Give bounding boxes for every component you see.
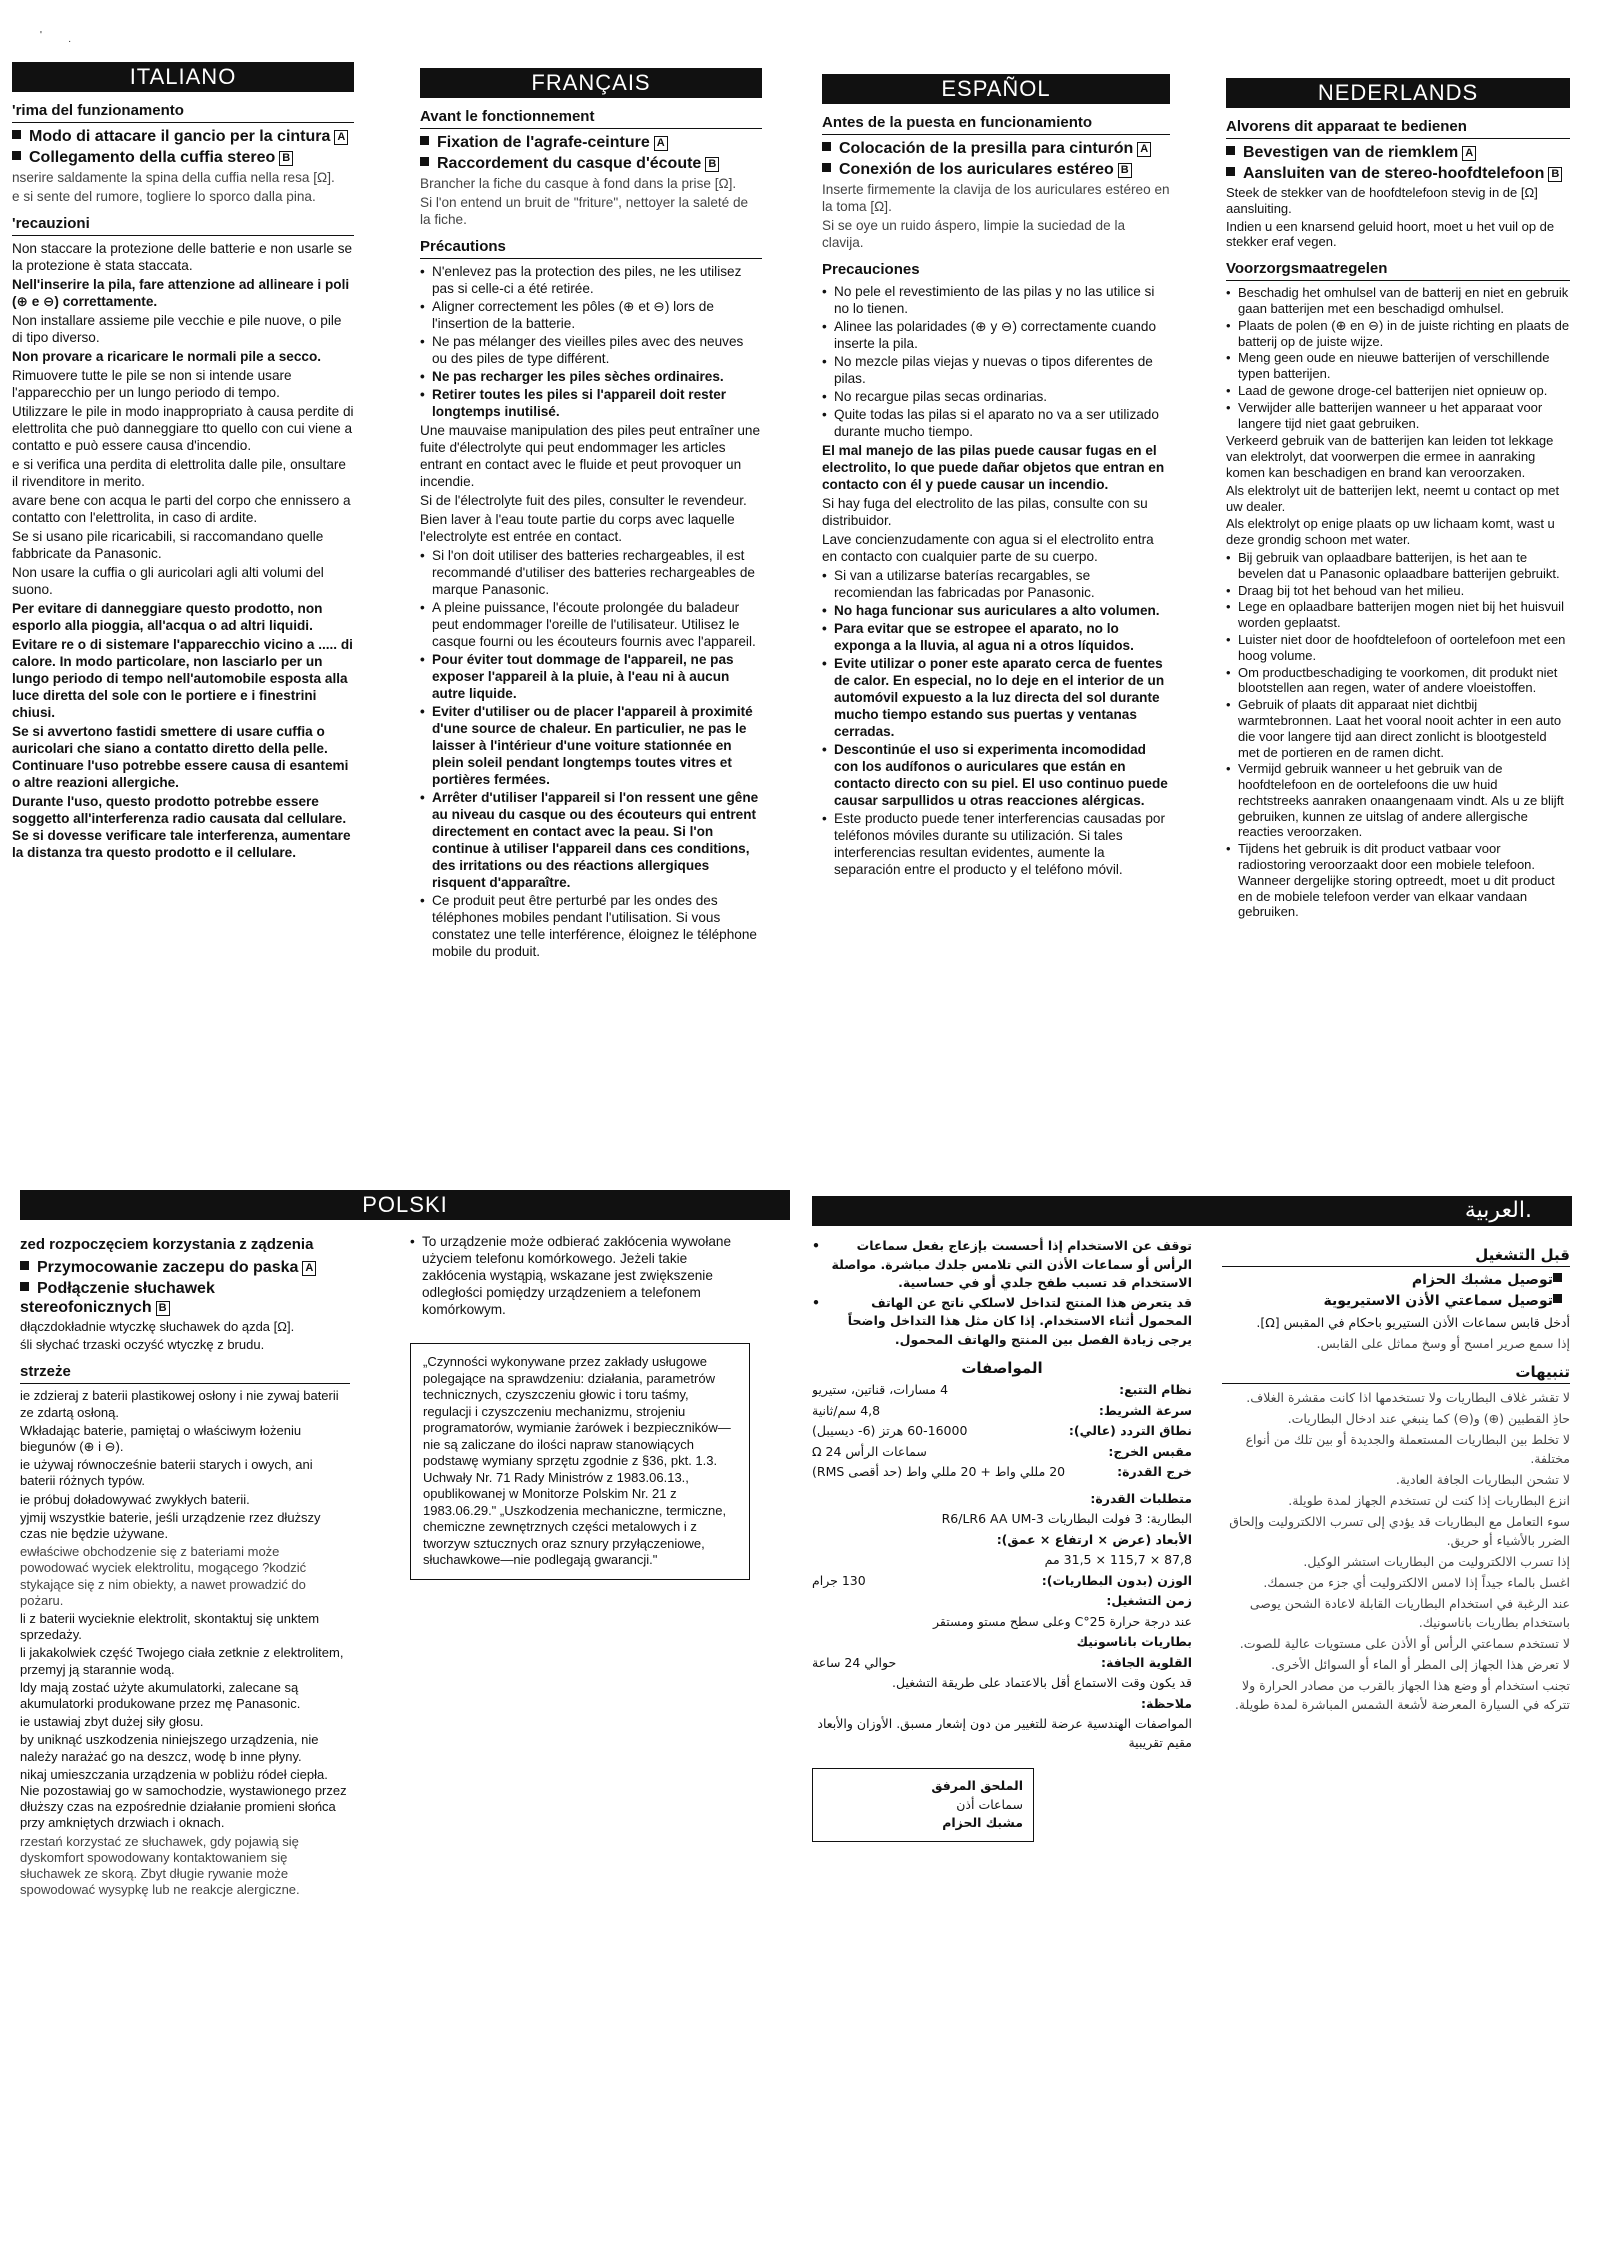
intro-text: إذا سمع صرير امسح أو وسخ مماثل على القابس. bbox=[1316, 1336, 1570, 1351]
square-bullet-icon bbox=[1553, 1273, 1562, 1282]
list-item: • N'enlevez pas la protection des piles, ne les utilisez pas si celle-ci a été retirée. bbox=[420, 263, 762, 297]
precautions-heading: Voorzorgsmaatregelen bbox=[1226, 260, 1570, 281]
warning-item: لا تستخدم سماعتي الرأس أو الأذن على مستويات عالية للصوت. bbox=[1239, 1636, 1570, 1651]
precautions-heading: تنبيهات bbox=[1222, 1363, 1570, 1384]
list-item: • Meng geen oude en nieuwe batterijen of verschillende typen batterijen. bbox=[1226, 350, 1570, 382]
precaution-paragraph: ie ustawiaj zbyt dużej siły głosu. bbox=[20, 1714, 204, 1730]
spec-label: الأبعاد (عرض × ارتفاع × عمق): bbox=[996, 1531, 1192, 1547]
precaution-paragraph: ie próbuj doładowywać zwykłych baterii. bbox=[20, 1491, 250, 1507]
step-item: Aansluiten van de stereo-hoofdtelefoon B bbox=[1226, 164, 1570, 183]
list-item: • Lege en oplaadbare batterijen mogen niet bij het huisvuil worden geplaatst. bbox=[1226, 599, 1570, 631]
precaution-paragraph: Wkładając baterie, pamiętaj o właściwym łożeniu biegunów (⊕ i ⊖). bbox=[20, 1422, 302, 1455]
figure-ref: B bbox=[1118, 163, 1132, 178]
list-item: • Ce produit peut être perturbé par les ondes des téléphones mobiles pendant l'utilisation. Si vous constatez une telle interférence, éloignez le téléphone mobile du produit. bbox=[420, 892, 762, 960]
accessories-box bbox=[812, 1768, 1034, 1842]
figure-ref: A bbox=[1462, 146, 1476, 161]
column-french bbox=[420, 68, 762, 1128]
section-heading: Antes de la puesta en funcionamiento bbox=[822, 114, 1170, 135]
square-bullet-icon bbox=[822, 142, 831, 151]
precaution-paragraph: Non staccare la protezione delle batterie e non usarle se la protezione è stata staccata. bbox=[12, 241, 353, 273]
warning-item: لا تخلط بين البطاريات المستعملة والجديدة أو بين تلك من أنواع مختلفة. bbox=[1245, 1432, 1570, 1466]
warning-item: لا تشحن البطاريات الجافة العادية. bbox=[1395, 1472, 1570, 1487]
specs-heading: المواصفات bbox=[961, 1359, 1043, 1377]
column-spanish bbox=[822, 74, 1170, 1134]
list-item: • قد يتعرض هذا المنتج لتداخل لاسلكي ناتج عن الهاتف المحمول أثناء الاستخدام. إذا كان مثل هذا التداخل واضحاً يرجى زيادة الفصل بين المنتج والهاتف المحمول. bbox=[812, 1294, 1192, 1350]
list-item: • Quite todas las pilas si el aparato no va a ser utilizado durante mucho tiempo. bbox=[822, 406, 1170, 440]
language-header-polish: POLSKI bbox=[20, 1190, 790, 1220]
language-header-spanish: ESPAÑOL bbox=[822, 74, 1170, 104]
list-item: • To urządzenie może odbierać zakłócenia wywołane użyciem telefonu komórkowego. Jeżeli takie zakłócenia wystąpią, wskazane jest zwiększenie odległości pomiędzy urządzeniem a telefonem komórkowym. bbox=[410, 1233, 750, 1318]
list-item: • Draag bij tot het behoud van het milieu. bbox=[1226, 583, 1570, 599]
spec-value: قد يكون وقت الاستماع أقل بالاعتماد على طريقة التشغيل. bbox=[892, 1675, 1192, 1690]
list-item: • No mezcle pilas viejas y nuevas o tipos diferentes de pilas. bbox=[822, 353, 1170, 387]
precaution-paragraph: by uniknąć uszkodzenia niniejszego urządzenia, nie należy narażać go na deszcz, wodę b inne płyny. bbox=[20, 1732, 319, 1764]
precaution-paragraph: Durante l'uso, questo prodotto potrebbe essere soggetto all'interferenza radio causata dal cellulare. Se si dovesse verificare tale interferenza, aumentare la distanza tra questo prodotto e il cellulare. bbox=[12, 794, 351, 860]
list-item: • Ne pas mélanger des vieilles piles avec des neuves ou des piles de type différent. bbox=[420, 333, 762, 367]
list-item: • A pleine puissance, l'écoute prolongée du baladeur peut endommager l'oreille de l'utilisateur. Utilisez le casque fourni ou les écouteurs fournis avec l'appareil. bbox=[420, 599, 762, 650]
precautions-list bbox=[420, 263, 762, 420]
language-header-french: FRANÇAIS bbox=[420, 68, 762, 98]
step-item: Raccordement du casque d'écoute B bbox=[420, 154, 762, 173]
warning-item: عند الرغبة في استخدام البطاريات القابلة لاعادة الشحن يوصى باستخدام بطاريات باناسونيك. bbox=[1249, 1596, 1570, 1630]
figure-ref: A bbox=[1137, 142, 1151, 157]
precaution-paragraph: ewłaściwe obchodzenie się z bateriami może powodować wyciek elektrolitu, mogącego ?kodzić stykające się z nim obiekty, a nawet prowadzić do pożaru. bbox=[20, 1544, 307, 1608]
step-item: Fixation de l'agrafe-ceinture A bbox=[420, 133, 762, 152]
column-italian bbox=[12, 62, 354, 1072]
spec-row: الوزن (بدون البطاريات): 130 جرام bbox=[812, 1572, 1192, 1588]
precautions-list bbox=[822, 283, 1170, 440]
intro-text: أدخل قابس سماعات الأذن الستيريو باحكام في المقبس [Ω]. bbox=[1256, 1315, 1570, 1330]
list-item: • Aligner correctement les pôles (⊕ et ⊖) lors de l'insertion de la batterie. bbox=[420, 298, 762, 332]
list-item: • Gebruik of plaats dit apparaat niet dichtbij warmtebronnen. Laat het vooral nooit achter in een auto die voor langere tijd aan direct zonlicht is blootgesteld met de portieren en de ramen dicht. bbox=[1226, 697, 1570, 760]
precaution-paragraph: ie używaj równocześnie baterii starych i owych, ani baterii różnych typów. bbox=[20, 1457, 313, 1489]
intro-text: e si sente del rumore, togliere lo sporco dalla pina. bbox=[12, 189, 316, 204]
list-item: • Si van a utilizarse baterías recargables, se recomiendan las fabricadas por Panasonic. bbox=[822, 567, 1170, 601]
section-heading: Alvorens dit apparaat te bedienen bbox=[1226, 118, 1570, 139]
list-item: • No recargue pilas secas ordinarias. bbox=[822, 388, 1170, 405]
list-item: • Bij gebruik van oplaadbare batterijen, is het aan te bevelen dat u Panasonic oplaadbare batterijen gebruikt. bbox=[1226, 550, 1570, 582]
precaution-paragraph: Si hay fuga del electrolito de las pilas, consulte con su distribuidor. bbox=[822, 496, 1148, 528]
warning-item: لا تعرض هذا الجهاز إلى المطر أو الماء أو السوائل الأخرى. bbox=[1271, 1657, 1570, 1672]
section-heading: zed rozpoczęciem korzystania z ządzenia bbox=[20, 1236, 314, 1253]
list-item: • Pour éviter tout dommage de l'appareil, ne pas exposer l'appareil à la pluie, à l'eau ni à aucun autre liquide. bbox=[420, 651, 762, 702]
precaution-paragraph: El mal manejo de las pilas puede causar fugas en el electrolito, lo que puede dañar objetos que entran en contacto con él y puede causar un incendio. bbox=[822, 443, 1165, 492]
spec-row: خرج القدرة: 20 مللي واط + 20 مللي واط (حد أقصى RMS) bbox=[812, 1464, 1192, 1479]
list-item: • توقف عن الاستخدام إذا أحسست بإزعاج بفعل سماعات الرأس أو سماعات الأذن التي تلامس جلدك مباشرة. مواصلة الاستخدام قد تسبب طفح جلدي أو في حساسية. bbox=[812, 1237, 1192, 1293]
square-bullet-icon bbox=[1553, 1294, 1562, 1303]
section-heading: Avant le fonctionnement bbox=[420, 108, 762, 129]
step-item: توصيل سماعتي الأذن الاستيريوية bbox=[1222, 1292, 1570, 1311]
section-heading: قبل التشغيل bbox=[1222, 1246, 1570, 1267]
square-bullet-icon bbox=[12, 151, 21, 160]
intro-text: nserire saldamente la spina della cuffia nella resa [Ω]. bbox=[12, 170, 335, 185]
precaution-paragraph: e si verifica una perdita di elettrolita dalle pile, onsultare il rivenditore in merito. bbox=[12, 457, 346, 489]
precaution-paragraph: Se si usano pile ricaricabili, si raccomandano quelle fabbricate da Panasonic. bbox=[12, 529, 324, 561]
list-item: • Para evitar que se estropee el aparato, no lo exponga a la lluvia, al agua ni a otros líquidos. bbox=[822, 620, 1170, 654]
square-bullet-icon bbox=[20, 1282, 29, 1291]
figure-ref: A bbox=[334, 130, 348, 145]
precautions-heading: strzeże bbox=[20, 1363, 350, 1384]
square-bullet-icon bbox=[20, 1261, 29, 1270]
step-item: توصيل مشبك الحزام bbox=[1222, 1271, 1570, 1290]
figure-ref: B bbox=[279, 151, 293, 166]
square-bullet-icon bbox=[420, 136, 429, 145]
column-dutch bbox=[1226, 78, 1570, 1138]
language-header-italian: ITALIANO bbox=[12, 62, 354, 92]
precaution-paragraph: Verkeerd gebruik van de batterijen kan leiden tot lekkage van elektrolyt, dat voorwerpen die ermee in aanraking komen kan beschadigen en brand kan veroorzaken. bbox=[1226, 433, 1554, 480]
figure-ref: B bbox=[705, 157, 719, 172]
precaution-paragraph: ie zdzieraj z baterii plastikowej osłony i nie zywaj baterii ze zdartą osłoną. bbox=[20, 1388, 339, 1420]
list-item: • Si l'on doit utiliser des batteries rechargeables, il est recommandé d'utiliser des batteries rechargeables de marque Panasonic. bbox=[420, 547, 762, 598]
warning-item: تجنب استخدام أو وضع هذا الجهاز بالقرب من مصادر الحرارة ولا تتركه في السيارة المعرضة لأشعة الشمس المباشرة لمدة طويلة. bbox=[1234, 1678, 1570, 1712]
precaution-paragraph: Als elektrolyt op enige plaats op uw lichaam komt, wast u deze grondig schoon met water. bbox=[1226, 516, 1555, 548]
column-polish-left bbox=[20, 1226, 350, 2226]
precaution-paragraph: Une mauvaise manipulation des piles peut entraîner une fuite d'électrolyte qui peut endommager les articles entrant en contact avec le fluide et peut provoquer un incendie. bbox=[420, 423, 761, 489]
warranty-notice-box: „Czynności wykonywane przez zakłady usługowe polegające na sprawdzeniu: działania, parametrów technicznych, czyszczeniu głowic i toru taśmy, regulacji i czyszczeniu mechanizmu, strojeniu programatorów, wymianie żarówek i bezpieczników—nie są zaliczane do ilości napraw stanowiących podstawę wymiany sprzętu zgodnie z §36, pkt. 1.3. Uchwały Nr. 71 Rady Ministrów z 1983.06.13., opublikowanej w Monitorze Polskim Nr. 21 z 1983.06.29." „Uszkodzenia mechaniczne, termiczne, chemiczne zewnętrznych części metalowych i z tworzyw sztucznych oraz sznury przyłączeniowe, słuchawkowe—nie podlegają gwarancji." bbox=[410, 1343, 750, 1580]
square-bullet-icon bbox=[822, 163, 831, 172]
precaution-paragraph: Bien laver à l'eau toute partie du corps avec laquelle l'electrolyte est entrée en contact. bbox=[420, 512, 735, 544]
precaution-paragraph: avare bene con acqua le parti del corpo che ennissero a contatto con l'elettrolita, in caso di ardite. bbox=[12, 493, 351, 525]
step-item: Bevestigen van de riemklem A bbox=[1226, 143, 1570, 162]
spec-value: عند درجة حرارة 25°C وعلى سطح مستو ومستقر bbox=[932, 1613, 1192, 1629]
precaution-paragraph: Si de l'électrolyte fuit des piles, consulter le revendeur. bbox=[420, 493, 747, 508]
figure-ref: B bbox=[156, 1301, 170, 1316]
step-item: Colocación de la presilla para cinturón A bbox=[822, 139, 1170, 158]
step-item: Podłączenie słuchawek stereofonicznych B bbox=[20, 1280, 215, 1316]
step-item: Przymocowanie zaczepu do paska A bbox=[20, 1258, 350, 1277]
precaution-paragraph: Lave concienzudamente con agua si el electrolito entra en contacto con cualquier parte de su cuerpo. bbox=[822, 532, 1154, 564]
spec-value: المواصفات الهندسية عرضة للتغيير من دون إشعار مسبق. الأوزان والأبعاد مقيم تقريبية bbox=[817, 1716, 1192, 1750]
warning-item: لا تقشر غلاف البطاريات ولا تستخدمها اذا كانت مقشرة الغلاف. bbox=[1246, 1390, 1570, 1405]
spec-row: سرعة الشريط: 4,8 سم/ثانية bbox=[812, 1402, 1192, 1418]
precaution-paragraph: Non installare assieme pile vecchie e pile nuove, o pile di tipo diverso. bbox=[12, 313, 342, 345]
spec-value: البطارية: 3 فولت البطاريات R6/LR6 AA UM-3 bbox=[941, 1511, 1192, 1526]
precautions-list bbox=[1226, 285, 1570, 431]
precaution-paragraph: ldy mają zostać użyte akumulatorki, zalecane są akumulatorki produkowane przez mę Panasonic. bbox=[20, 1679, 301, 1712]
list-item: • Beschadig het omhulsel van de batterij en niet en gebruik gaan batterijen met een beschadigd omhulsel. bbox=[1226, 285, 1570, 317]
list-item: • Laad de gewone droge-cel batterijen niet opnieuw op. bbox=[1226, 383, 1570, 399]
precautions-heading: Précautions bbox=[420, 238, 762, 259]
spec-row: نظام التتبع: 4 مسارات، قناتين، ستيريو bbox=[812, 1382, 1192, 1397]
precaution-paragraph: yjmij wszystkie baterie, jeśli urządzenie rzez dłuższy czas nie będzie używane. bbox=[20, 1509, 321, 1542]
section-heading: 'rima del funzionamento bbox=[12, 102, 354, 123]
intro-text: Brancher la fiche du casque à fond dans la prise [Ω]. bbox=[420, 176, 737, 191]
precaution-paragraph: Nell'inserire la pila, fare attenzione ad allineare i poli (⊕ e ⊖) correttamente. bbox=[12, 277, 350, 309]
spec-label: ملاحظة: bbox=[1141, 1695, 1192, 1711]
figure-ref: A bbox=[654, 136, 668, 151]
spec-value: 87,8 × 115,7 × 31,5 مم bbox=[1044, 1552, 1192, 1567]
precautions-list bbox=[420, 547, 762, 960]
list-item: • Alinee las polaridades (⊕ y ⊖) correctamente cuando inserte la pila. bbox=[822, 318, 1170, 352]
column-polish-right bbox=[410, 1232, 750, 1712]
list-item: • Descontinúe el uso si experimenta incomodidad con los audífonos o auriculares que están en contacto directo con su piel. El uso continuo puede causar sarpullidos u otras reacciones alérgicas. bbox=[822, 741, 1170, 809]
precaution-paragraph: Per evitare di danneggiare questo prodotto, non esporlo alla pioggia, all'acqua o ad altri liquidi. bbox=[12, 601, 323, 633]
precaution-paragraph: Als elektrolyt uit de batterijen lekt, neemt u contact op met uw dealer. bbox=[1226, 482, 1560, 514]
list-item: • Eviter d'utiliser ou de placer l'appareil à proximité d'une source de chaleur. En particulier, ne pas le laisser à l'intérieur d'une voiture stationnée en plein soleil pendant longtemps toutes vitres et portières fermées. bbox=[420, 703, 762, 788]
scan-speck: · bbox=[68, 36, 72, 47]
spec-row: نطاق التردد (عالي): 60-16000 هرتز (6- ديسيبل) bbox=[812, 1423, 1192, 1438]
intro-text: Indien u een knarsend geluid hoort, moet u het vuil op de stekker eraf vegen. bbox=[1226, 218, 1555, 250]
accessories-heading: الملحق المرفق bbox=[931, 1778, 1023, 1793]
list-item: • Vermijd gebruik wanneer u het gebruik van de hoofdtelefoon en de oortelefoons die uw huid rechtstreeks aanraken onaangenaam vindt. Als u ze blijft gebruiken, kunnen ze uitslag of andere allergische reacties veroorzaken. bbox=[1226, 761, 1570, 840]
column-arabic-right bbox=[1222, 1236, 1570, 2016]
square-bullet-icon bbox=[1226, 167, 1235, 176]
intro-text: Steek de stekker van de hoofdtelefoon stevig in de [Ω] aansluiting. bbox=[1226, 185, 1538, 216]
scan-speck: ' bbox=[40, 30, 42, 41]
list-item: • Tijdens het gebruik is dit product vatbaar voor radiostoring veroorzaakt door een mobiele telefoon. Wanneer dergelijke storing optreedt, moet u dit product en de mobiele telefoon verder van elkaar vandaan gebruiken. bbox=[1226, 841, 1570, 920]
precautions-list bbox=[1226, 550, 1570, 920]
list-item: • Om productbeschadiging te voorkomen, dit produkt niet blootstellen aan regen, water of andere vloeistoffen. bbox=[1226, 665, 1570, 697]
precaution-paragraph: li jakakolwiek część Twojego ciała zetknie z elektrolitem, przemyj ją starannie wodą. bbox=[20, 1645, 344, 1677]
precaution-paragraph: Evitare re o di sistemare l'apparecchio vicino a ..... di calore. In modo particolare, non lasciarlo per un lungo periodo di tempo nell'automobile esposta alla luce diretta del sole con le portiere e i finestrini chiusi. bbox=[12, 637, 353, 720]
list-item: • No pele el revestimiento de las pilas y no las utilice si no lo tienen. bbox=[822, 283, 1170, 317]
warning-item: إذا تسرب الالكتروليت من البطاريات استشر الوكيل. bbox=[1303, 1554, 1570, 1569]
language-header-dutch: NEDERLANDS bbox=[1226, 78, 1570, 108]
intro-text: dłączdokładnie wtyczkę słuchawek do ązda [Ω]. bbox=[20, 1319, 295, 1334]
mobile-interference-note bbox=[410, 1233, 750, 1318]
accessory-item: سماعات أذن bbox=[956, 1796, 1023, 1812]
precaution-paragraph: li z baterii wycieknie elektrolit, skontaktuj się unktem sprzedaży. bbox=[20, 1611, 320, 1643]
precaution-paragraph: Utilizzare le pile in modo inappropriato à causa perdite di elettrolita che può danneggiare tto quello con cui viene a contatto e può essere causa d'incendio. bbox=[12, 404, 354, 453]
step-item: Collegamento della cuffia stereo B bbox=[12, 148, 354, 167]
list-item: • Arrêter d'utiliser l'appareil si l'on ressent une gêne au niveau du casque ou des écouteurs qui entrent directement en contact avec la peau. Si l'on continue à utiliser l'appareil dans ces conditions, des irritations ou des réactions allergiques risquent d'apparaître. bbox=[420, 789, 762, 891]
square-bullet-icon bbox=[420, 157, 429, 166]
square-bullet-icon bbox=[12, 130, 21, 139]
accessory-item: مشبك الحزام bbox=[942, 1815, 1023, 1830]
phone-warnings bbox=[812, 1237, 1192, 1349]
square-bullet-icon bbox=[1226, 146, 1235, 155]
list-item: • Verwijder alle batterijen wanneer u het apparaat voor langere tijd niet gaat gebruiken. bbox=[1226, 400, 1570, 432]
list-item: • Plaats de polen (⊕ en ⊖) in de juiste richting en plaats de batterij op de juiste wijze. bbox=[1226, 318, 1570, 350]
spec-label: زمن التشغيل: bbox=[1106, 1593, 1192, 1608]
list-item: • Evite utilizar o poner este aparato cerca de fuentes de calor. En especial, no lo deje en el interior de un automóvil expuesto a la luz directa del sol durante mucho tiempo estando sus puertas y ventanas cerradas. bbox=[822, 655, 1170, 740]
precaution-paragraph: rzestań korzystać ze słuchawek, gdy pojawią się dyskomfort spowodowany kontaktowaniem się słuchawek ze skorą. Zbyt długie rywanie może spowodować wysypkę lub ne reakcje alergiczne. bbox=[20, 1833, 300, 1898]
list-item: • Luister niet door de hoofdtelefoon of oortelefoon met een hoog volume. bbox=[1226, 632, 1570, 664]
warning-item: اغسل بالماء جيداً إذا لامس الالكتروليت أي جزء من جسمك. bbox=[1263, 1575, 1570, 1590]
warning-item: انزع البطاريات إذا كنت لن تستخدم الجهاز لمدة طويلة. bbox=[1288, 1493, 1570, 1508]
column-arabic-specs bbox=[812, 1236, 1192, 2156]
list-item: • No haga funcionar sus auriculares a alto volumen. bbox=[822, 602, 1170, 619]
list-item: • Retirer toutes les piles si l'appareil doit rester longtemps inutilisé. bbox=[420, 386, 762, 420]
step-item: Modo di attacare il gancio per la cintura A bbox=[12, 127, 354, 146]
spec-row: مقبس الخرج: سماعات الرأس 24 Ω bbox=[812, 1443, 1192, 1459]
precautions-list bbox=[822, 567, 1170, 878]
precaution-paragraph: Non provare a ricaricare le normali pile a secco. bbox=[12, 349, 322, 364]
precaution-paragraph: nikaj umieszczania urządzenia w pobliżu ródeł ciepła. Nie pozostawiaj go w samochodzie, wystawionego przez dłuższy czas na ezpośrednie działanie promieni słońca przy amkniętych drzwiach i oknach. bbox=[20, 1766, 347, 1831]
intro-text: Si l'on entend un bruit de "friture", nettoyer la saleté de la fiche. bbox=[420, 195, 749, 227]
list-item: • Ne pas recharger les piles sèches ordinaires. bbox=[420, 368, 762, 385]
precautions-heading: Precauciones bbox=[822, 261, 920, 278]
step-item: Conexión de los auriculares estéreo B bbox=[822, 160, 1170, 179]
precaution-paragraph: Rimuovere tutte le pile se non si intende usare l'apparecchio per un lungo periodo di tempo. bbox=[12, 368, 292, 400]
precaution-paragraph: Se si avvertono fastidi smettere di usare cuffia o auricolari che siano a contatto diretto della pelle. Continuare l'uso potrebbe essere causa di esantemi o altre reazioni allergiche. bbox=[12, 724, 349, 790]
precautions-heading: 'recauzioni bbox=[12, 215, 354, 236]
warning-item: حاذِ القطبين (⊕) و(⊖) كما ينبغي عند ادخال البطاريات. bbox=[1287, 1411, 1570, 1426]
language-header-arabic: العربية. bbox=[812, 1196, 1572, 1226]
intro-text: śli słychać trzaski oczyść wtyczkę z brudu. bbox=[20, 1337, 265, 1353]
spec-row: القلوية الجافة: حوالي 24 ساعة bbox=[812, 1654, 1192, 1670]
warning-item: سوء التعامل مع البطاريات قد يؤدي إلى تسرب الالكتروليت وإلحاق الضرر بالأشياء أو حريق. bbox=[1229, 1514, 1570, 1548]
intro-text: Si se oye un ruido áspero, limpie la suciedad de la clavija. bbox=[822, 218, 1126, 250]
list-item: • Este producto puede tener interferencias causadas por teléfonos móviles durante su utilización. Si tales interferencias resultan evidentes, aumente la separación entre el producto y el teléfono móvil. bbox=[822, 810, 1170, 878]
spec-label: بطاريات باناسونيك bbox=[1076, 1634, 1192, 1649]
figure-ref: A bbox=[302, 1261, 316, 1276]
precaution-paragraph: Non usare la cuffia o gli auricolari agli alti volumi del suono. bbox=[12, 565, 324, 597]
figure-ref: B bbox=[1548, 167, 1562, 182]
spec-label: متطلبات القدرة: bbox=[1090, 1490, 1192, 1506]
intro-text: Inserte firmemente la clavija de los auriculares estéreo en la toma [Ω]. bbox=[822, 182, 1170, 214]
